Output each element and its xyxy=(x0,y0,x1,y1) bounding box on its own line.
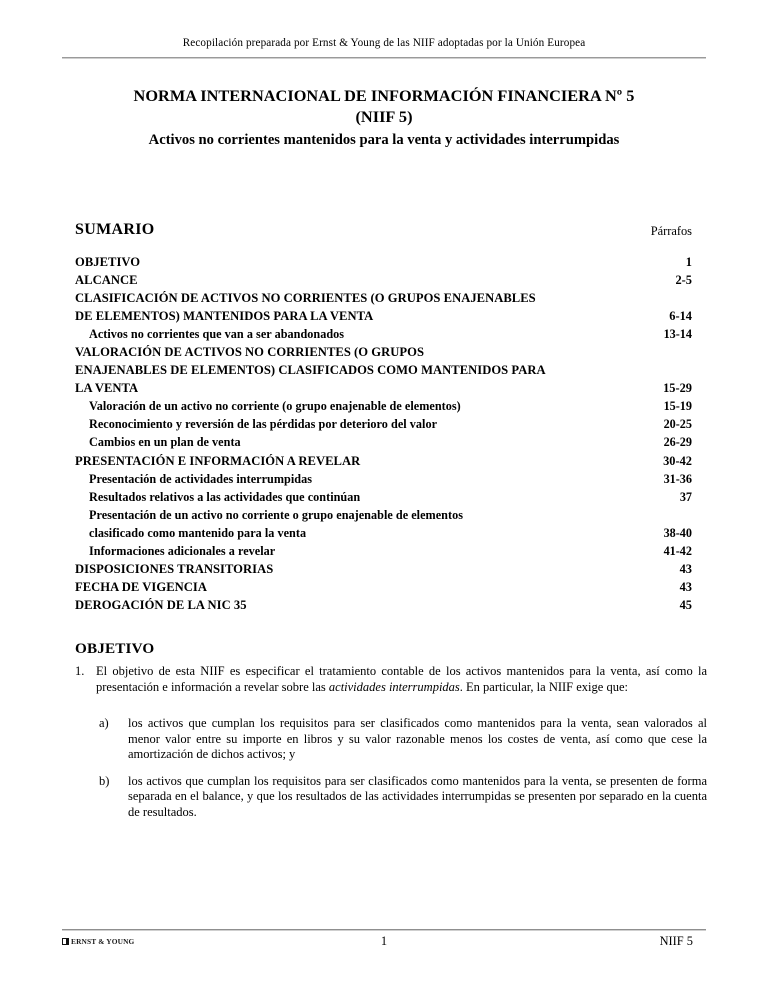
toc-entry-pages: 30-42 xyxy=(663,453,692,468)
toc-entry-pages: 1 xyxy=(685,255,692,269)
toc-entry-label: OBJETIVO xyxy=(75,255,141,269)
toc-entry-label: clasificado como mantenido para la venta xyxy=(89,525,307,540)
paragraph-text-part1: El objetivo de esta NIIF es especificar el tratamiento contable de los activos mantenidos para la venta, así como la presentación e información a revelar sobre las xyxy=(96,664,707,694)
objetivo-paragraph-block xyxy=(75,664,707,705)
toc-entry[interactable] xyxy=(75,488,692,506)
page-title-line1: NORMA INTERNACIONAL DE INFORMACIÓN FINANCIERA Nº 5 xyxy=(133,86,635,105)
toc-entry[interactable] xyxy=(75,452,692,470)
page-subtitle: Activos no corrientes mantenidos para la venta y actividades interrumpidas xyxy=(148,132,620,148)
toc-entry[interactable] xyxy=(75,470,692,488)
toc-entry-label: DE ELEMENTOS) MANTENIDOS PARA LA VENTA xyxy=(75,309,374,324)
toc-entry-label: Presentación de un activo no corriente o grupo enajenable de elementos xyxy=(89,507,464,522)
toc-entry[interactable] xyxy=(75,542,692,560)
toc-entry-label: LA VENTA xyxy=(75,381,139,396)
page-title-line2: (NIIF 5) xyxy=(355,106,413,126)
lettered-list-item xyxy=(99,774,707,821)
toc-entry-pages: 37 xyxy=(679,489,692,504)
toc-entry-label: ENAJENABLES DE ELEMENTOS) CLASIFICADOS COMO MANTENIDOS PARA xyxy=(75,363,546,378)
toc-entry[interactable] xyxy=(75,397,692,415)
toc-entry-label: CLASIFICACIÓN DE ACTIVOS NO CORRIENTES (O GRUPOS ENAJENABLES xyxy=(75,291,536,306)
toc-entry-pages: 15-29 xyxy=(663,381,692,396)
lettered-list-item xyxy=(99,716,707,763)
toc-entry-pages: 20-25 xyxy=(663,417,692,432)
toc-entry-pages: 2-5 xyxy=(675,273,692,288)
toc-entry[interactable] xyxy=(75,578,692,596)
toc-entry-label: ALCANCE xyxy=(75,273,138,288)
toc-entry-pages: 13-14 xyxy=(663,327,692,342)
toc-entry-label: Cambios en un plan de venta xyxy=(89,435,241,450)
footer-page-number: 1 xyxy=(380,934,388,948)
list-item-text: los activos que cumplan los requisitos para ser clasificados como mantenidos para la venta, sean valorados al menor valor entre su importe en libros y su valor razonable menos los costes de venta, así como que cese la amortización de dichos activos; y xyxy=(128,716,707,762)
toc-entry-label: Resultados relativos a las actividades que continúan xyxy=(89,489,361,504)
toc-entry-pages: 41-42 xyxy=(663,543,692,558)
toc-entry[interactable] xyxy=(75,524,692,542)
toc-entry-label: DEROGACIÓN DE LA NIC 35 xyxy=(75,597,247,612)
paragraph-text-part2: . En particular, la NIIF exige que: xyxy=(459,679,628,694)
objetivo-lettered-list xyxy=(99,716,707,832)
toc-entry[interactable] xyxy=(75,506,692,524)
toc-entry-label: Informaciones adicionales a revelar xyxy=(89,543,276,558)
paragraph-text-italic: actividades interrumpidas xyxy=(328,679,460,694)
toc-entry-pages: 26-29 xyxy=(663,435,692,450)
toc-entry[interactable] xyxy=(75,253,692,271)
toc-entry-pages: 43 xyxy=(679,579,692,594)
toc-entry-pages: 43 xyxy=(679,561,692,576)
toc-entry-pages: 31-36 xyxy=(663,471,692,486)
toc-entry[interactable] xyxy=(75,343,692,361)
list-item-text: los activos que cumplan los requisitos para ser clasificados como mantenidos para la venta, se presenten de forma separada en el balance, y que los resultados de las actividades interrumpidas se presenten por separado en la cuenta de resultados. xyxy=(128,773,707,819)
toc-entry[interactable] xyxy=(75,560,692,578)
paragraphs-column-heading: Párrafos xyxy=(650,224,692,238)
toc-entry-label: Valoración de un activo no corriente (o grupo enajenable de elementos) xyxy=(89,399,461,414)
list-item-marker: a) xyxy=(99,716,109,730)
toc-entry-pages: 6-14 xyxy=(669,309,692,324)
toc-entry-pages: 45 xyxy=(679,597,692,612)
toc-entry-label: DISPOSICIONES TRANSITORIAS xyxy=(75,561,274,576)
toc-entry-label: Activos no corrientes que van a ser abandonados xyxy=(89,327,345,342)
toc-entry[interactable] xyxy=(75,361,692,379)
toc-entry[interactable] xyxy=(75,433,692,451)
toc-entry-pages: 15-19 xyxy=(663,399,692,414)
page-footer xyxy=(62,934,706,956)
footer-divider xyxy=(62,929,706,931)
section-heading-objetivo: OBJETIVO xyxy=(75,640,155,657)
toc-entry-label: Reconocimiento y reversión de las pérdidas por deterioro del valor xyxy=(89,417,438,432)
toc-entry-label: VALORACIÓN DE ACTIVOS NO CORRIENTES (O GRUPOS xyxy=(75,345,424,360)
page-title xyxy=(62,86,706,127)
running-header: Recopilación preparada por Ernst & Young de las NIIF adoptadas por la Unión Europea xyxy=(182,37,586,49)
header-divider xyxy=(62,57,706,59)
toc-entry-label: Presentación de actividades interrumpidas xyxy=(89,471,313,486)
list-item-marker: b) xyxy=(99,773,110,788)
toc-entry[interactable] xyxy=(75,289,692,307)
toc-entry[interactable] xyxy=(75,596,692,614)
ernst-young-wordmark: ERNST & YOUNG xyxy=(71,937,135,946)
toc-entry[interactable] xyxy=(75,307,692,325)
numbered-paragraph xyxy=(75,664,707,695)
table-of-contents xyxy=(75,253,692,614)
toc-entry[interactable] xyxy=(75,271,692,289)
paragraph-number: 1. xyxy=(75,664,85,678)
footer-document-ref: NIIF 5 xyxy=(659,934,693,948)
toc-entry-label: PRESENTACIÓN E INFORMACIÓN A REVELAR xyxy=(75,453,361,468)
toc-entry[interactable] xyxy=(75,325,692,343)
toc-entry[interactable] xyxy=(75,415,692,433)
toc-entry-label: FECHA DE VIGENCIA xyxy=(75,579,207,594)
summary-heading: SUMARIO xyxy=(75,221,155,238)
toc-entry[interactable] xyxy=(75,379,692,397)
toc-entry-pages: 38-40 xyxy=(663,525,692,540)
